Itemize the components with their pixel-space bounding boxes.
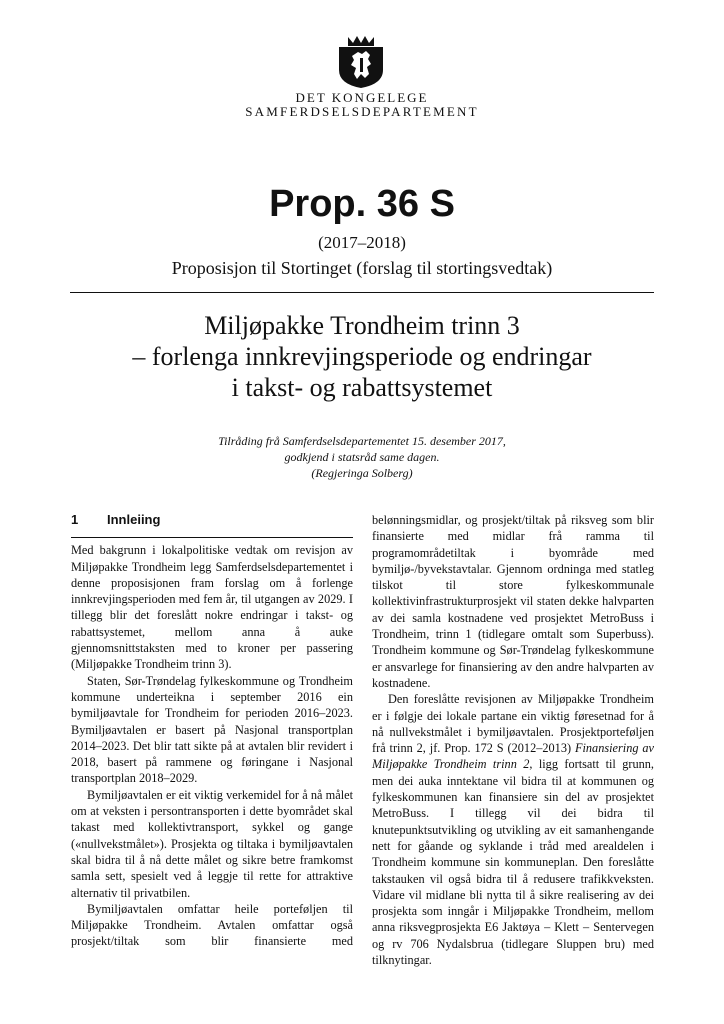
recommendation-line: Tilråding frå Samferdselsdepartementet 15. desember 2017, — [218, 434, 506, 448]
recommendation-note — [0, 433, 724, 481]
recommendation-line: (Regjeringa Solberg) — [311, 466, 413, 480]
document-title — [0, 310, 724, 403]
coat-of-arms-icon — [336, 34, 386, 89]
recommendation-line: godkjend i statsråd same dagen. — [284, 450, 440, 464]
right-column — [372, 512, 654, 968]
section-title: Innleiing — [107, 512, 161, 527]
document-title-line: i takst- og rabattsystemet — [231, 373, 493, 402]
session-years: (2017–2018) — [318, 233, 406, 252]
document-title-line: – forlenga innkrevjingsperiode og endringar — [132, 342, 592, 371]
left-column — [71, 512, 353, 950]
body-paragraph: Bymiljøavtalen er eit viktig verkemidel for å nå målet om at veksten i persontransporten i dette byområdet skal takast med kollektivtransport, sykkel og gange («nullvekstmålet»). Prosjekta og tiltaka i bymiljøavtalen skal bidra til å nå dette målet og sikre betre framkomst samla sett, spesielt ved å leggje til rette for attraktive alternativ til privatbilen. — [71, 787, 353, 900]
proposition-subtitle: Proposisjon til Stortinget (forslag til stortingsvedtak) — [171, 258, 553, 278]
department-name-line1: DET KONGELEGE — [295, 90, 429, 105]
department-name-line2: SAMFERDSELSDEPARTEMENT — [245, 104, 479, 119]
referenced-document-title: Finansiering av Miljøpakke Trondheim trinn 2 — [372, 741, 655, 772]
body-paragraph: Bymiljøavtalen omfattar heile porteføljen til Miljøpakke Trondheim. Avtalen omfattar også prosjekt/tiltak som blir finansierte med — [71, 901, 353, 949]
section-number: 1 — [71, 512, 79, 527]
paragraph-text: , ligg fortsatt til grunn, men dei auka inntektane vil bidra til at kommunen og fylkeskommunen kan finansiere sin del av prosjektet MetroBuss. I tillegg vil dei bidra til knutepunktsutvikling og utvikling av eit samanhengande nett for gåande og syklande i tråd med arealdelen i Trondheim kommune sin kommuneplan. Den foreslåtte takstauken vil også bidra til å redusere trafikkveksten. Vidare vil midlane bli nytta til å sikre realisering av dei prosjekta som inngår i Miljøpakke Trondheim, mellom anna riksvegprosjekta E6 Jaktøya – Klett – Sentervegen og rv 706 Nydalsbrua (tidlegare Sluppen bru) med tilknytingar. — [372, 757, 654, 968]
proposition-title: Prop. 36 S — [269, 183, 455, 225]
document-title-line: Miljøpakke Trondheim trinn 3 — [204, 311, 520, 340]
title-divider — [70, 292, 654, 293]
body-paragraph-continued: belønningsmidlar, og prosjekt/tiltak på riksveg som blir finansierte med midlar frå ramma til programområdetiltak i byområde med bymiljø-/byvekstavtalar. Gjennom ordninga med statleg tilskot til store fylkeskommunale kollektivinfrastrukturprosjekt vil staten dekke halvparten av dei samla kostnadene ved prosjektet MetroBuss i Trondheim, trinn 1 (tidlegare omtalt som Superbuss). Trondheim kommune og Sør-Trøndelag fylkeskommune er ansvarlege for finansiering av den andre halvparten av kostnadene. — [372, 513, 654, 690]
section-heading — [71, 512, 353, 528]
body-paragraph: Staten, Sør-Trøndelag fylkeskommune og Trondheim kommune underteikna i september 2016 ein bymiljøavtale for Trondheim for perioden 2016–2023. Bymiljøavtalen er basert på Nasjonal transportplan 2014–2023. Det blir tatt sikte på at avtalen blir revidert i 2018, basert på rammene og føringane i Nasjonal transportplan 2018–2029. — [71, 673, 353, 786]
body-paragraph: Med bakgrunn i lokalpolitiske vedtak om revisjon av Miljøpakke Trondheim legg Samferdselsdepartementet i denne proposisjonen fram forslag om å forlenge innkrevjingsperioden med fem år, til utgangen av 2029. I tillegg blir det foreslått nokre endringar i takst- og rabattsystemet, mellom anna å auke gjennomsnittstaksten med to kroner per passering (Miljøpakke Trondheim trinn 3). — [71, 543, 353, 672]
paragraph-text: Den foreslåtte revisjonen av Miljøpakke Trondheim er i følgje dei lokale partane ein viktig føresetnad for å nå nullvekstmålet i bymiljøavtalen. Prosjektporteføljen frå trinn 2, jf. Prop. 172 S (2012–2013) — [372, 692, 654, 756]
section-rule — [71, 537, 353, 538]
body-paragraph — [372, 691, 654, 968]
